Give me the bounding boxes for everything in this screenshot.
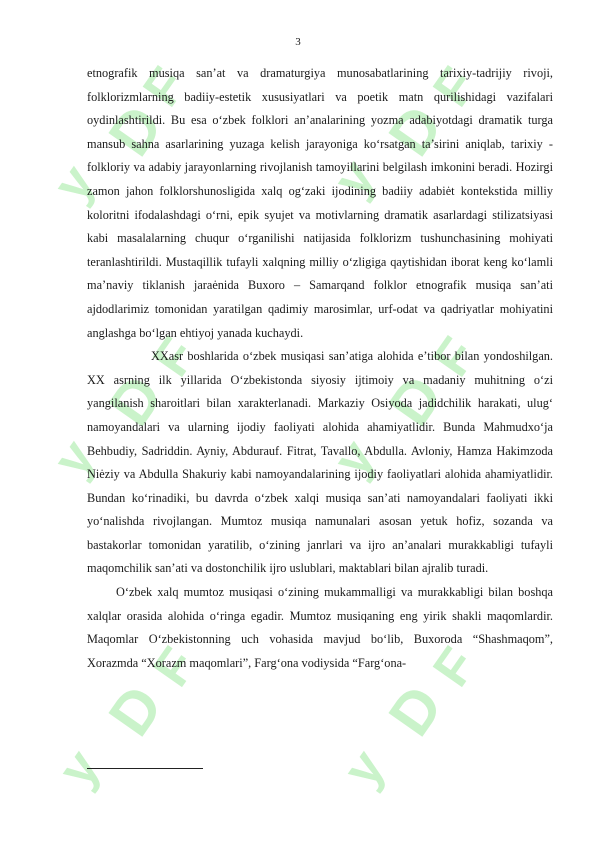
watermark-glyph: D bbox=[375, 363, 456, 438]
watermark-glyph: F bbox=[422, 637, 489, 697]
watermark-glyph: y bbox=[332, 739, 397, 797]
body-text bbox=[87, 62, 553, 675]
paragraph: etnografik musiqa san’at va dramaturgiya munosabatlarining tarixiy-tadrijiy rivoji, folklorizmlarning badiiy-estetik xususiyatlari va poetik matn qurilishidagi vazifalari oydinlashtirildi. Bu esa o‘zbek folklori an’analarining yozma adabiyotdagi dramatik turga mansub sahna asarlarining yuzaga kelish jarayoniga ko‘rsatgan ta’sirini aniqlab, tarixiy - folkloriy va adabiy jarayonlarning rivojlanish tamoyillarini belgilash imkonini beradi. Hozirgi zamon jahon folklorshunosligida xalq og‘zaki ijodining badiiy adabiėt kontekstida milliy koloritni ifodalashdagi o‘rni, epik syujet va motivlarning dramatik asarlardagi stilizatsiyasi kabi masalalarning chuqur o‘rganilishi natijasida folklorizm tushunchasining mohiyati teranlashtirildi. Mustaqillik tufayli xalqning milliy o‘zligiga qaytishidan iborat keng ko‘lamli ma’naviy tiklanish jaraėnida Buxoro – Samarqand folklor etnografik musiqa san’ati ajdodlarimiz tomonidan yaratilgan qadimiy marosimlar, urf-odat va qadriyatlar mohiyatini anglashga bo‘lgan ehtiyoj yanada kuchaydi. bbox=[87, 66, 553, 340]
paragraph: XXasr boshlarida o‘zbek musiqasi san’atiga alohida e’tibor bilan yondoshilgan. XX asrning ilk yillarida O‘zbekistonda siyosiy ijtimoiy va madaniy muhitning o‘zi yangilanish sharoitlari bilan xarakterlanadi. Markaziy Osiyoda jadidchilik harakati, ulug‘ namoyandalari va ularning ijodiy faoliyati alohida ahamiyatlidir. Bunda Mahmudxo‘ja Behbudiy, Sadriddin. Ayniy, Abdurauf. Fitrat, Tavallo, Abdulla. Avloniy, Hamza Hakimzoda Niėziy va Abdulla Shakuriy kabi namoyandalarining ijodiy faoliyatlari alohida ahamiyatlidir. Bundan ko‘rinadiki, bu davrda o‘zbek xalqi musiqa san’ati namoyandalari faoliyati ikki yo‘nalishda rivojlangan. Mumtoz musiqa namunalari asosan yetuk hofiz, sozanda va bastakorlar tomonidan yaratilib, o‘zining janrlari va ijro an’analari murakkabligi tufayli maqomchilik san’ati va dostonchilik ijro uslublari, maktablari bilan ajralib turadi. bbox=[87, 349, 553, 576]
watermark-glyph: F bbox=[422, 327, 489, 387]
watermark-glyph: D bbox=[95, 673, 176, 748]
paragraph: O‘zbek xalq mumtoz musiqasi o‘zining mukammalligi va murakkabligi bilan boshqa xalqlar orasida alohida o‘ringa egadir. Mumtoz musiqaning eng yirik shakli maqomlardir. Maqomlar O‘zbekistonning uch vohasida mavjud bo‘lib, Buxoroda “Shashmaqom”, Xorazmda “Xorazm maqomlari”, Farg‘ona vodiysida “Farg‘ona- bbox=[87, 585, 553, 670]
watermark-glyph: D bbox=[95, 363, 176, 438]
watermark-glyph: y bbox=[42, 429, 107, 487]
watermark-glyph: F bbox=[142, 637, 209, 697]
watermark-glyph: F bbox=[422, 57, 489, 117]
watermark-glyph: F bbox=[132, 57, 199, 117]
page-number: 3 bbox=[295, 36, 301, 48]
watermark-glyph: D bbox=[375, 673, 456, 748]
watermark-glyph: y bbox=[47, 739, 112, 797]
watermark-glyph: y bbox=[322, 429, 387, 487]
watermark-glyph: D bbox=[95, 93, 176, 168]
footnote-separator bbox=[87, 768, 203, 769]
watermark-glyph: F bbox=[142, 327, 209, 387]
watermark-glyph: y bbox=[42, 154, 107, 212]
watermark-glyph: D bbox=[375, 93, 456, 168]
watermark-glyph: y bbox=[322, 149, 387, 207]
